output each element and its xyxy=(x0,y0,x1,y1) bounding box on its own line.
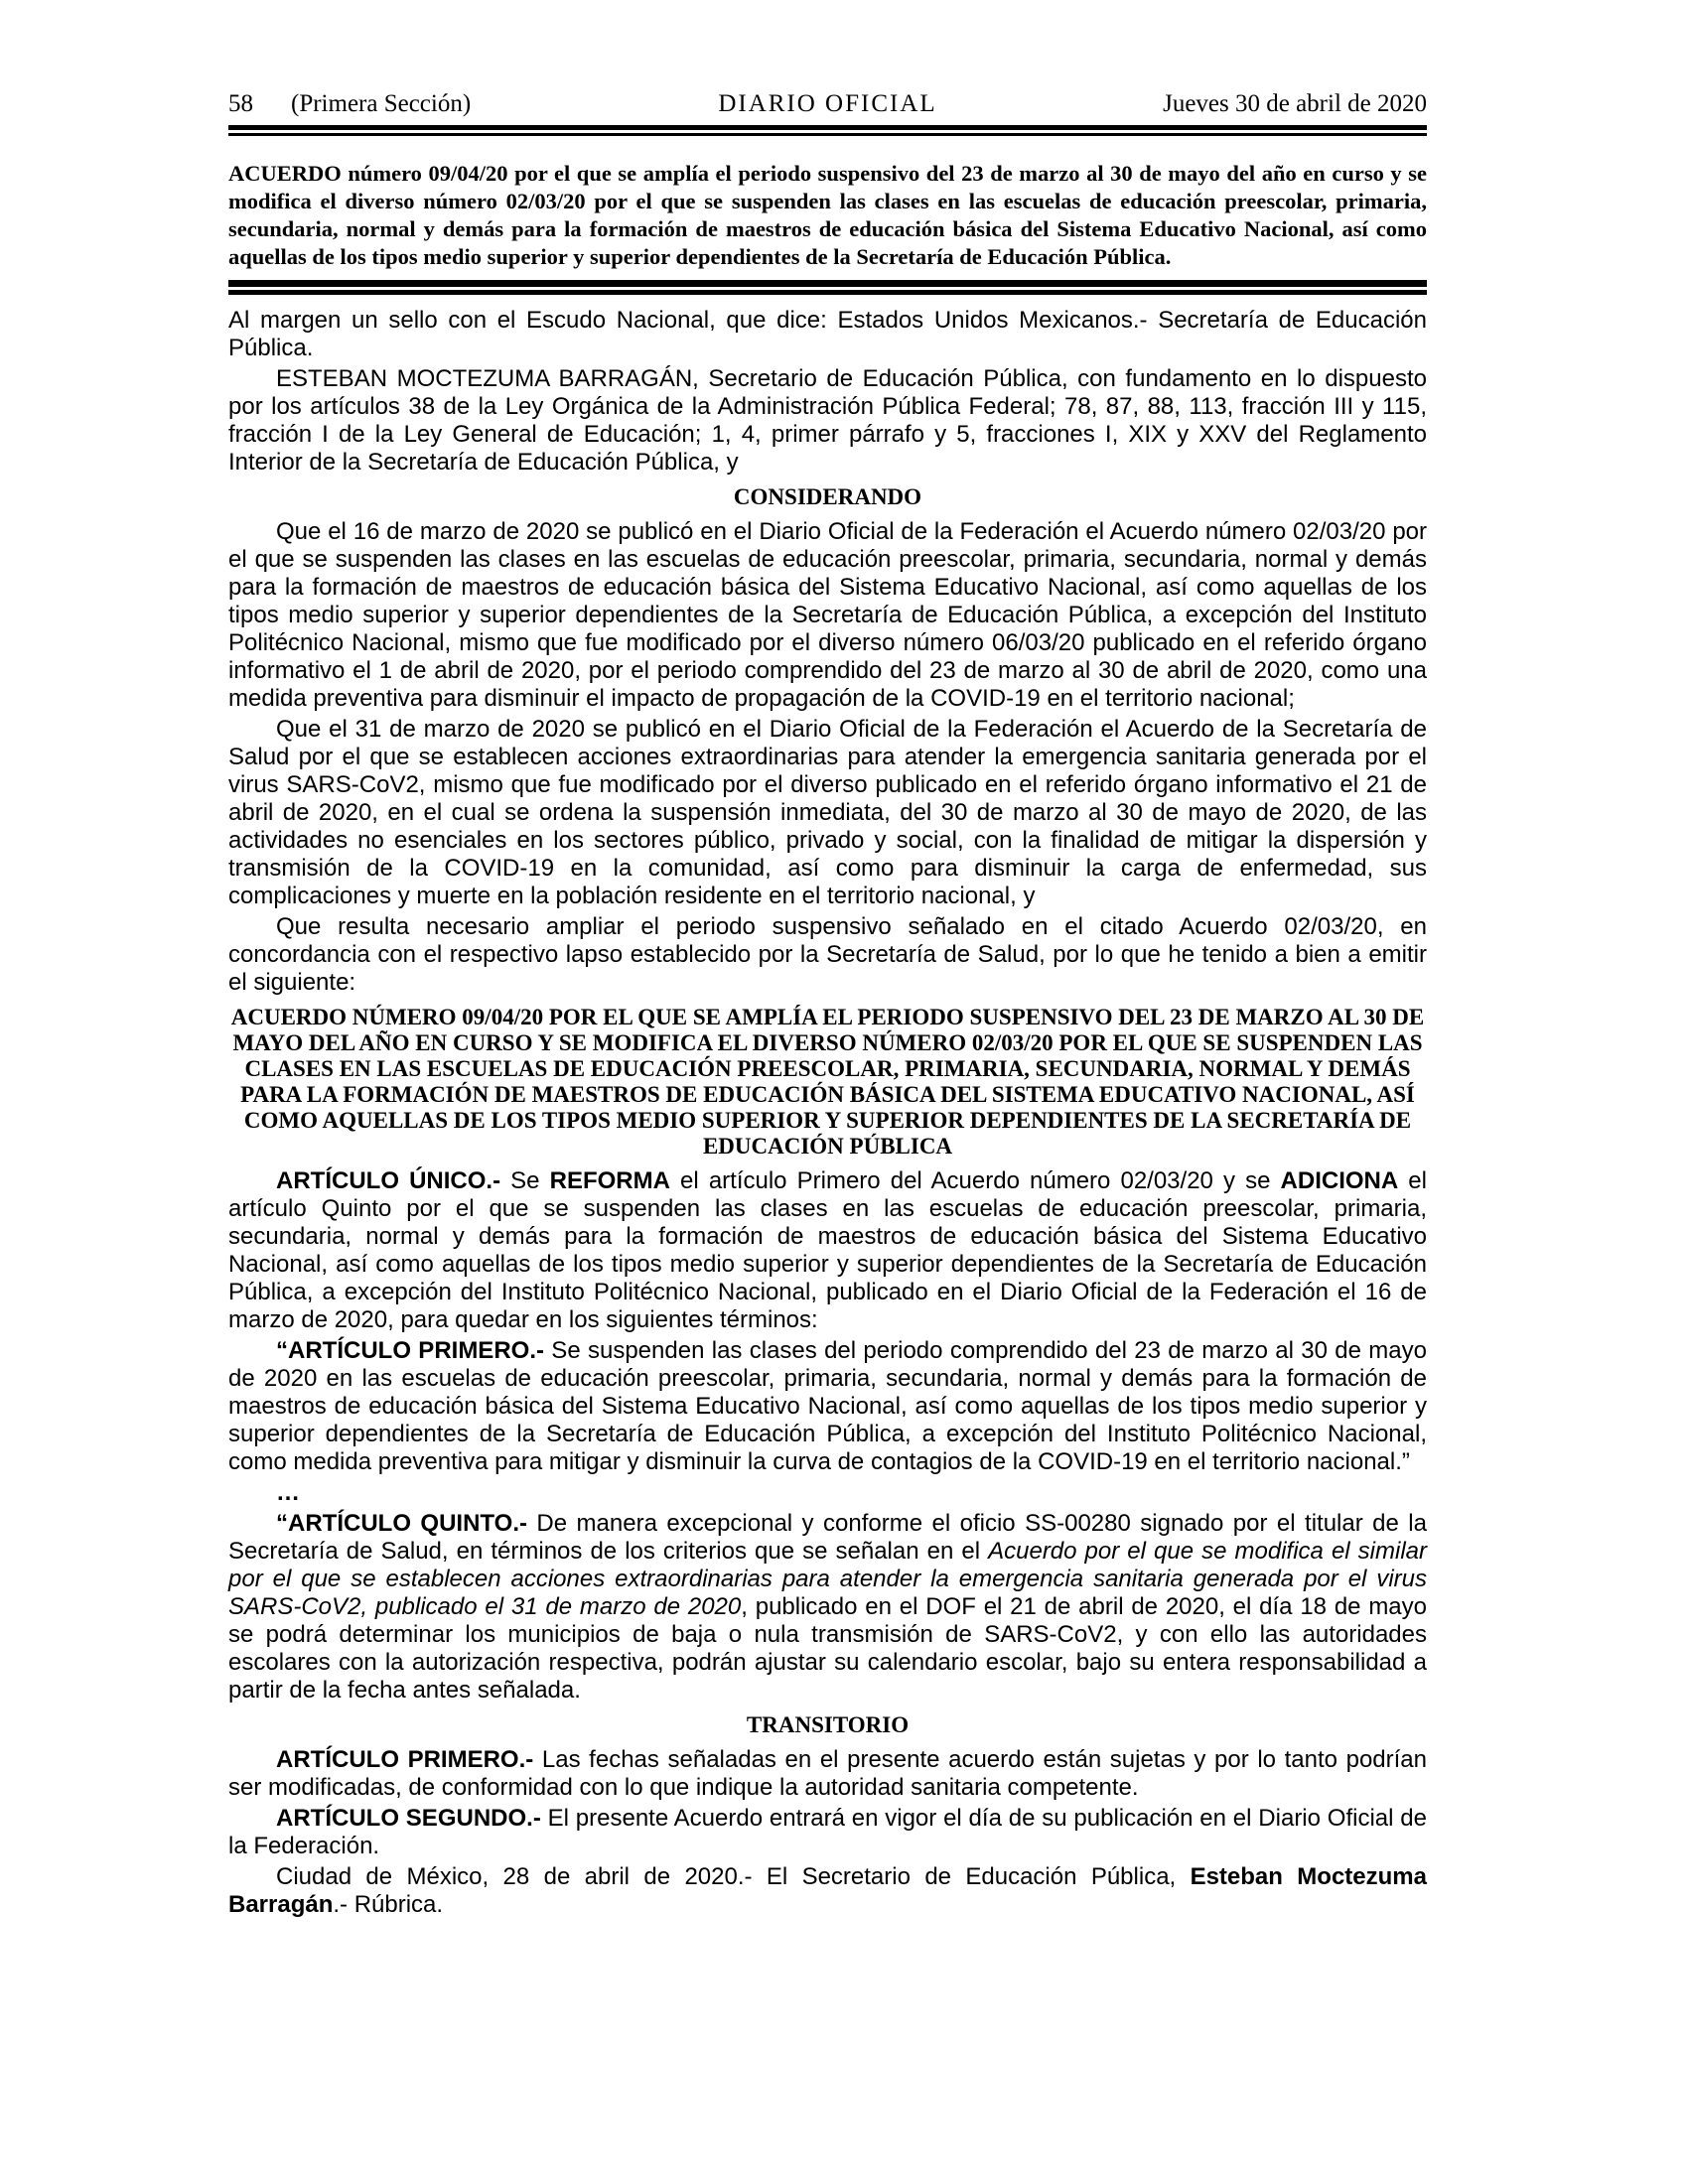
header-rule xyxy=(228,125,1427,136)
document-body xyxy=(228,307,1427,1919)
page-content xyxy=(228,89,1427,1922)
paragraph-considerando-2: Que el 31 de marzo de 2020 se publicó en el Diario Oficial de la Federación el Acuerdo de la Secretaría de Salud por el que se establecen acciones extraordinarias para atender la emergencia sanitaria generada por el virus SARS-CoV2, mismo que fue modificado por el diverso publicado en el referido órgano informativo el 21 de abril de 2020, en el cual se ordena la suspensión inmediata, del 30 de marzo al 30 de mayo de 2020, de las actividades no esenciales en los sectores público, privado y social, con la finalidad de mitigar la dispersión y transmisión de la COVID-19 en la comunidad, así como para disminuir la carga de enfermedad, sus complicaciones y muerte en la población residente en el territorio nacional, y xyxy=(228,716,1427,909)
heading-acuerdo-numero: ACUERDO NÚMERO 09/04/20 POR EL QUE SE AMPLÍA EL PERIODO SUSPENSIVO DEL 23 DE MARZO AL 30 DE MAYO DEL AÑO EN CURSO Y SE MODIFICA EL DIVERSO NÚMERO 02/03/20 POR EL QUE SE SUSPENDEN LAS CLASES EN LAS ESCUELAS DE EDUCACIÓN PREESCOLAR, PRIMARIA, SECUNDARIA, NORMAL Y DEMÁS PARA LA FORMACIÓN DE MAESTROS DE EDUCACIÓN BÁSICA DEL SISTEMA EDUCATIVO NACIONAL, ASÍ COMO AQUELLAS DE LOS TIPOS MEDIO SUPERIOR Y SUPERIOR DEPENDIENTES DE LA SECRETARÍA DE EDUCACIÓN PÚBLICA xyxy=(230,1005,1425,1159)
paragraph-articulo-quinto: “ARTÍCULO QUINTO.- De manera excepcional y conforme el oficio SS-00280 signado por el titular de la Secretaría de Salud, en términos de los criterios que se señalan en el Acuerdo por el que se modifica el similar por el que se establecen acciones extraordinarias para atender la emergencia sanitaria generada por el virus SARS-CoV2, publicado el 31 de marzo de 2020, publicado en el DOF el 21 de abril de 2020, el día 18 de mayo se podrá determinar los municipios de baja o nula transmisión de SARS-CoV2, y con ello las autoridades escolares con la autorización respectiva, podrán ajustar su calendario escolar, bajo su entera responsabilidad a partir de la fecha antes señalada. xyxy=(228,1510,1428,1704)
page-header xyxy=(228,89,1427,119)
heading-considerando: CONSIDERANDO xyxy=(733,484,922,509)
paragraph-considerando-3: Que resulta necesario ampliar el periodo suspensivo señalado en el citado Acuerdo 02/03/20, en concordancia con el respectivo lapso establecido por la Secretaría de Salud, por lo que he tenido a bien a emitir el siguiente: xyxy=(228,913,1427,996)
paragraph-articulo-primero-reformado: “ARTÍCULO PRIMERO.- Se suspenden las clases del periodo comprendido del 23 de marzo al 30 de mayo de 2020 en las escuelas de educación preescolar, primaria, secundaria, normal y demás para la formación de maestros de educación básica del Sistema Educativo Nacional, así como aquellas de los tipos medio superior y superior dependientes de la Secretaría de Educación Pública, a excepción del Instituto Politécnico Nacional, como medida preventiva para mitigar y disminuir la curva de contagios de la COVID-19 en el territorio nacional.” xyxy=(228,1337,1427,1475)
paragraph-firma: Ciudad de México, 28 de abril de 2020.- El Secretario de Educación Pública, Esteban Moctezuma Barragán.- Rúbrica. xyxy=(228,1863,1427,1918)
title-rule xyxy=(228,280,1427,295)
paragraph-articulo-unico: ARTÍCULO ÚNICO.- Se REFORMA el artículo Primero del Acuerdo número 02/03/20 y se ADICIONA el artículo Quinto por el que se suspenden las clases en las escuelas de educación preescolar, primaria, secundaria, normal y demás para la formación de maestros de educación básica del Sistema Educativo Nacional, así como aquellas de los tipos medio superior y superior dependientes de la Secretaría de Educación Pública, a excepción del Instituto Politécnico Nacional, publicado en el Diario Oficial de la Federación el 16 de marzo de 2020, para quedar en los siguientes términos: xyxy=(228,1167,1427,1333)
paragraph-considerando-1: Que el 16 de marzo de 2020 se publicó en el Diario Oficial de la Federación el Acuerdo número 02/03/20 por el que se suspenden las clases en las escuelas de educación preescolar, primaria, secundaria, normal y demás para la formación de maestros de educación básica del Sistema Educativo Nacional, así como aquellas de los tipos medio superior y superior dependientes de la Secretaría de Educación Pública, a excepción del Instituto Politécnico Nacional, mismo que fue modificado por el diverso número 06/03/20 publicado en el referido órgano informativo el 1 de abril de 2020, por el periodo comprendido del 23 de marzo al 30 de abril de 2020, como una medida preventiva para disminuir el impacto de propagación de la COVID-19 en el territorio nacional; xyxy=(228,518,1427,712)
paragraph-transitorio-segundo: ARTÍCULO SEGUNDO.- El presente Acuerdo entrará en vigor el día de su publicación en el Diario Oficial de la Federación. xyxy=(228,1805,1427,1859)
heading-transitorio: TRANSITORIO xyxy=(746,1712,910,1737)
document-title: ACUERDO número 09/04/20 por el que se amplía el periodo suspensivo del 23 de marzo al 30 de mayo del año en curso y se modifica el diverso número 02/03/20 por el que se suspenden las clases en las escuelas de educación preescolar, primaria, secundaria, normal y demás para la formación de maestros de educación básica del Sistema Educativo Nacional, así como aquellas de los tipos medio superior y superior dependientes de la Secretaría de Educación Pública. xyxy=(228,161,1427,269)
paragraph-al-margen: Al margen un sello con el Escudo Nacional, que dice: Estados Unidos Mexicanos.- Secretaría de Educación Pública. xyxy=(228,307,1427,361)
paragraph-ellipsis: … xyxy=(276,1479,300,1506)
paragraph-transitorio-primero: ARTÍCULO PRIMERO.- Las fechas señaladas en el presente acuerdo están sujetas y por lo tanto podrían ser modificadas, de conformidad con lo que indique la autoridad sanitaria competente. xyxy=(228,1746,1427,1801)
publication-title: DIARIO OFICIAL xyxy=(718,90,937,117)
paragraph-fundamento: ESTEBAN MOCTEZUMA BARRAGÁN, Secretario de Educación Pública, con fundamento en lo dispuesto por los artículos 38 de la Ley Orgánica de la Administración Pública Federal; 78, 87, 88, 113, fracción III y 115, fracción I de la Ley General de Educación; 1, 4, primer párrafo y 5, fracciones I, XIX y XXV del Reglamento Interior de la Secretaría de Educación Pública, y xyxy=(228,365,1427,476)
page-number: 58 xyxy=(228,90,253,117)
header-date: Jueves 30 de abril de 2020 xyxy=(1163,90,1427,117)
section-label: (Primera Sección) xyxy=(291,90,472,117)
